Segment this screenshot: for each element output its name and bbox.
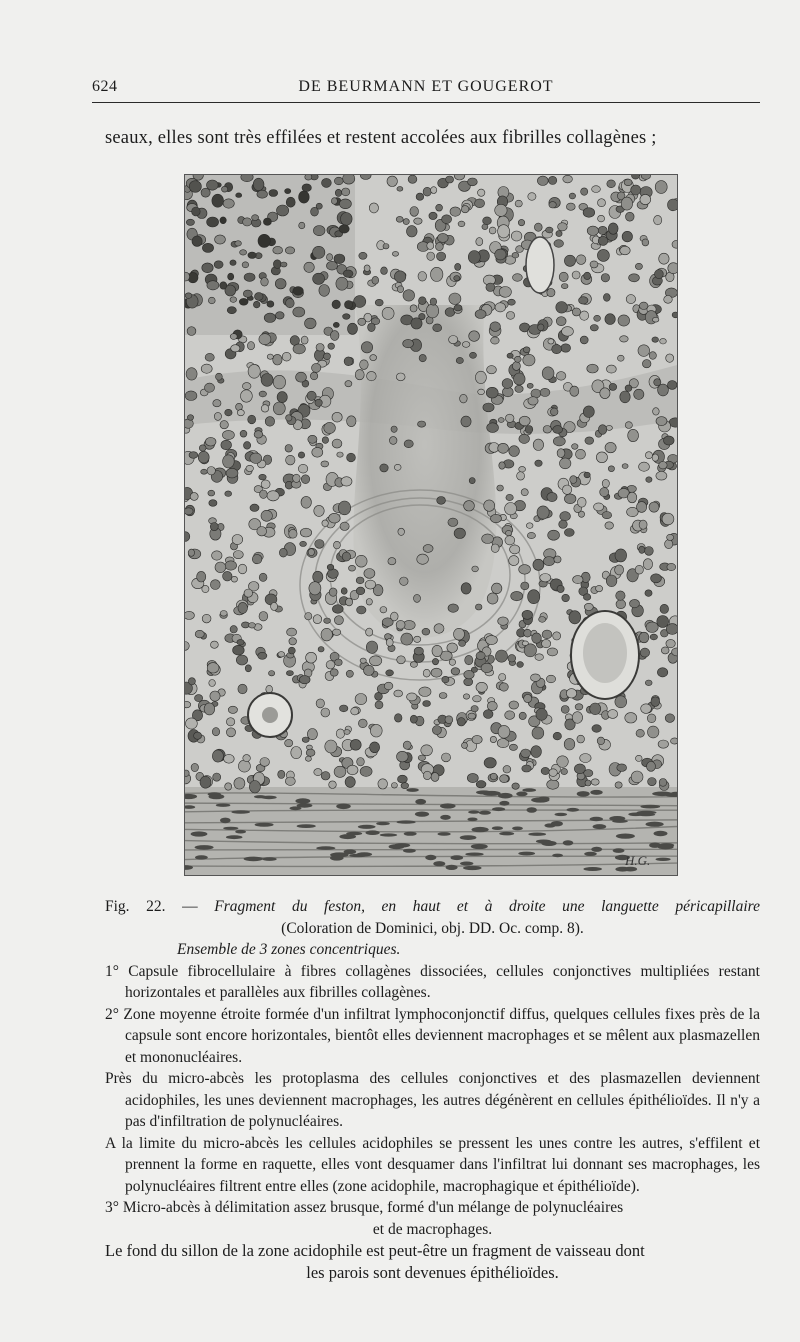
- caption-paragraph-abscess-limit: A la limite du micro-abcès les cellules acidophiles se pressent les unes contre les autres, s'effilent et prennent la forme en raquette, elles vont desquamer dans l'infiltrat lui donnant ses macrophages, les polynucléaires filtrent entre elles (zone acidophile, macrophagique et épithélioïde).: [105, 1134, 760, 1195]
- caption-paragraph-near-abscess: Près du micro-abcès les protoplasma des cellules conjonctives et des plasmazellen deviennent acidophiles, les unes deviennent macrophages, les autres dégénèrent en cellules épithélioïdes. Il n'y a pas d'infiltration de polynucléaires.: [105, 1070, 760, 1130]
- caption-ensemble: Ensemble de 3 zones concentriques.: [177, 941, 401, 958]
- page-number: 624: [92, 78, 118, 95]
- histology-figure: [184, 174, 678, 876]
- figure-signature: H.G.: [625, 853, 651, 868]
- caption-label: Fig. 22. —: [105, 898, 198, 915]
- caption-staining: (Coloration de Dominici, obj. DD. Oc. comp. 8).: [281, 919, 584, 937]
- caption-item-3-tail: et de macrophages.: [372, 1220, 493, 1238]
- caption-title: Fragment du feston, en haut et à droite une languette péricapillaire: [214, 898, 761, 915]
- histology-illustration: [185, 175, 677, 875]
- capillary-left: [248, 693, 292, 737]
- body-text-continuation: seaux, elles sont très effilées et restent accolées aux fibrilles collagènes ;: [105, 128, 657, 148]
- caption-item-1: 1° Capsule fibrocellulaire à fibres collagènes dissociées, cellules conjonctives multipliées restant horizontales et parallèles aux fibrilles collagènes.: [105, 962, 760, 1001]
- running-head: DE BEURMANN ET GOUGEROT: [298, 78, 554, 95]
- caption-item-3: 3° Micro-abcès à délimitation assez brusque, formé d'un mélange de polynucléaires: [105, 1199, 624, 1216]
- capillary-upper: [526, 237, 554, 293]
- figure-caption: [105, 896, 760, 1283]
- caption-final-note-tail: les parois sont devenues épithélioïdes.: [306, 1262, 559, 1282]
- caption-title-line: [105, 896, 760, 918]
- capillary-right: [571, 611, 639, 699]
- caption-final-note: Le fond du sillon de la zone acidophile est peut-être un fragment de vaisseau dont: [105, 1241, 645, 1260]
- caption-item-2: 2° Zone moyenne étroite formée d'un infiltrat lymphoconjonctif diffus, quelques cellules fixes près de la capsule sont encore horizontales, bientôt elles deviennent macrophages et se mêlent aux plasmazellen et mononucléaires.: [105, 1005, 760, 1066]
- page-header: [92, 78, 760, 103]
